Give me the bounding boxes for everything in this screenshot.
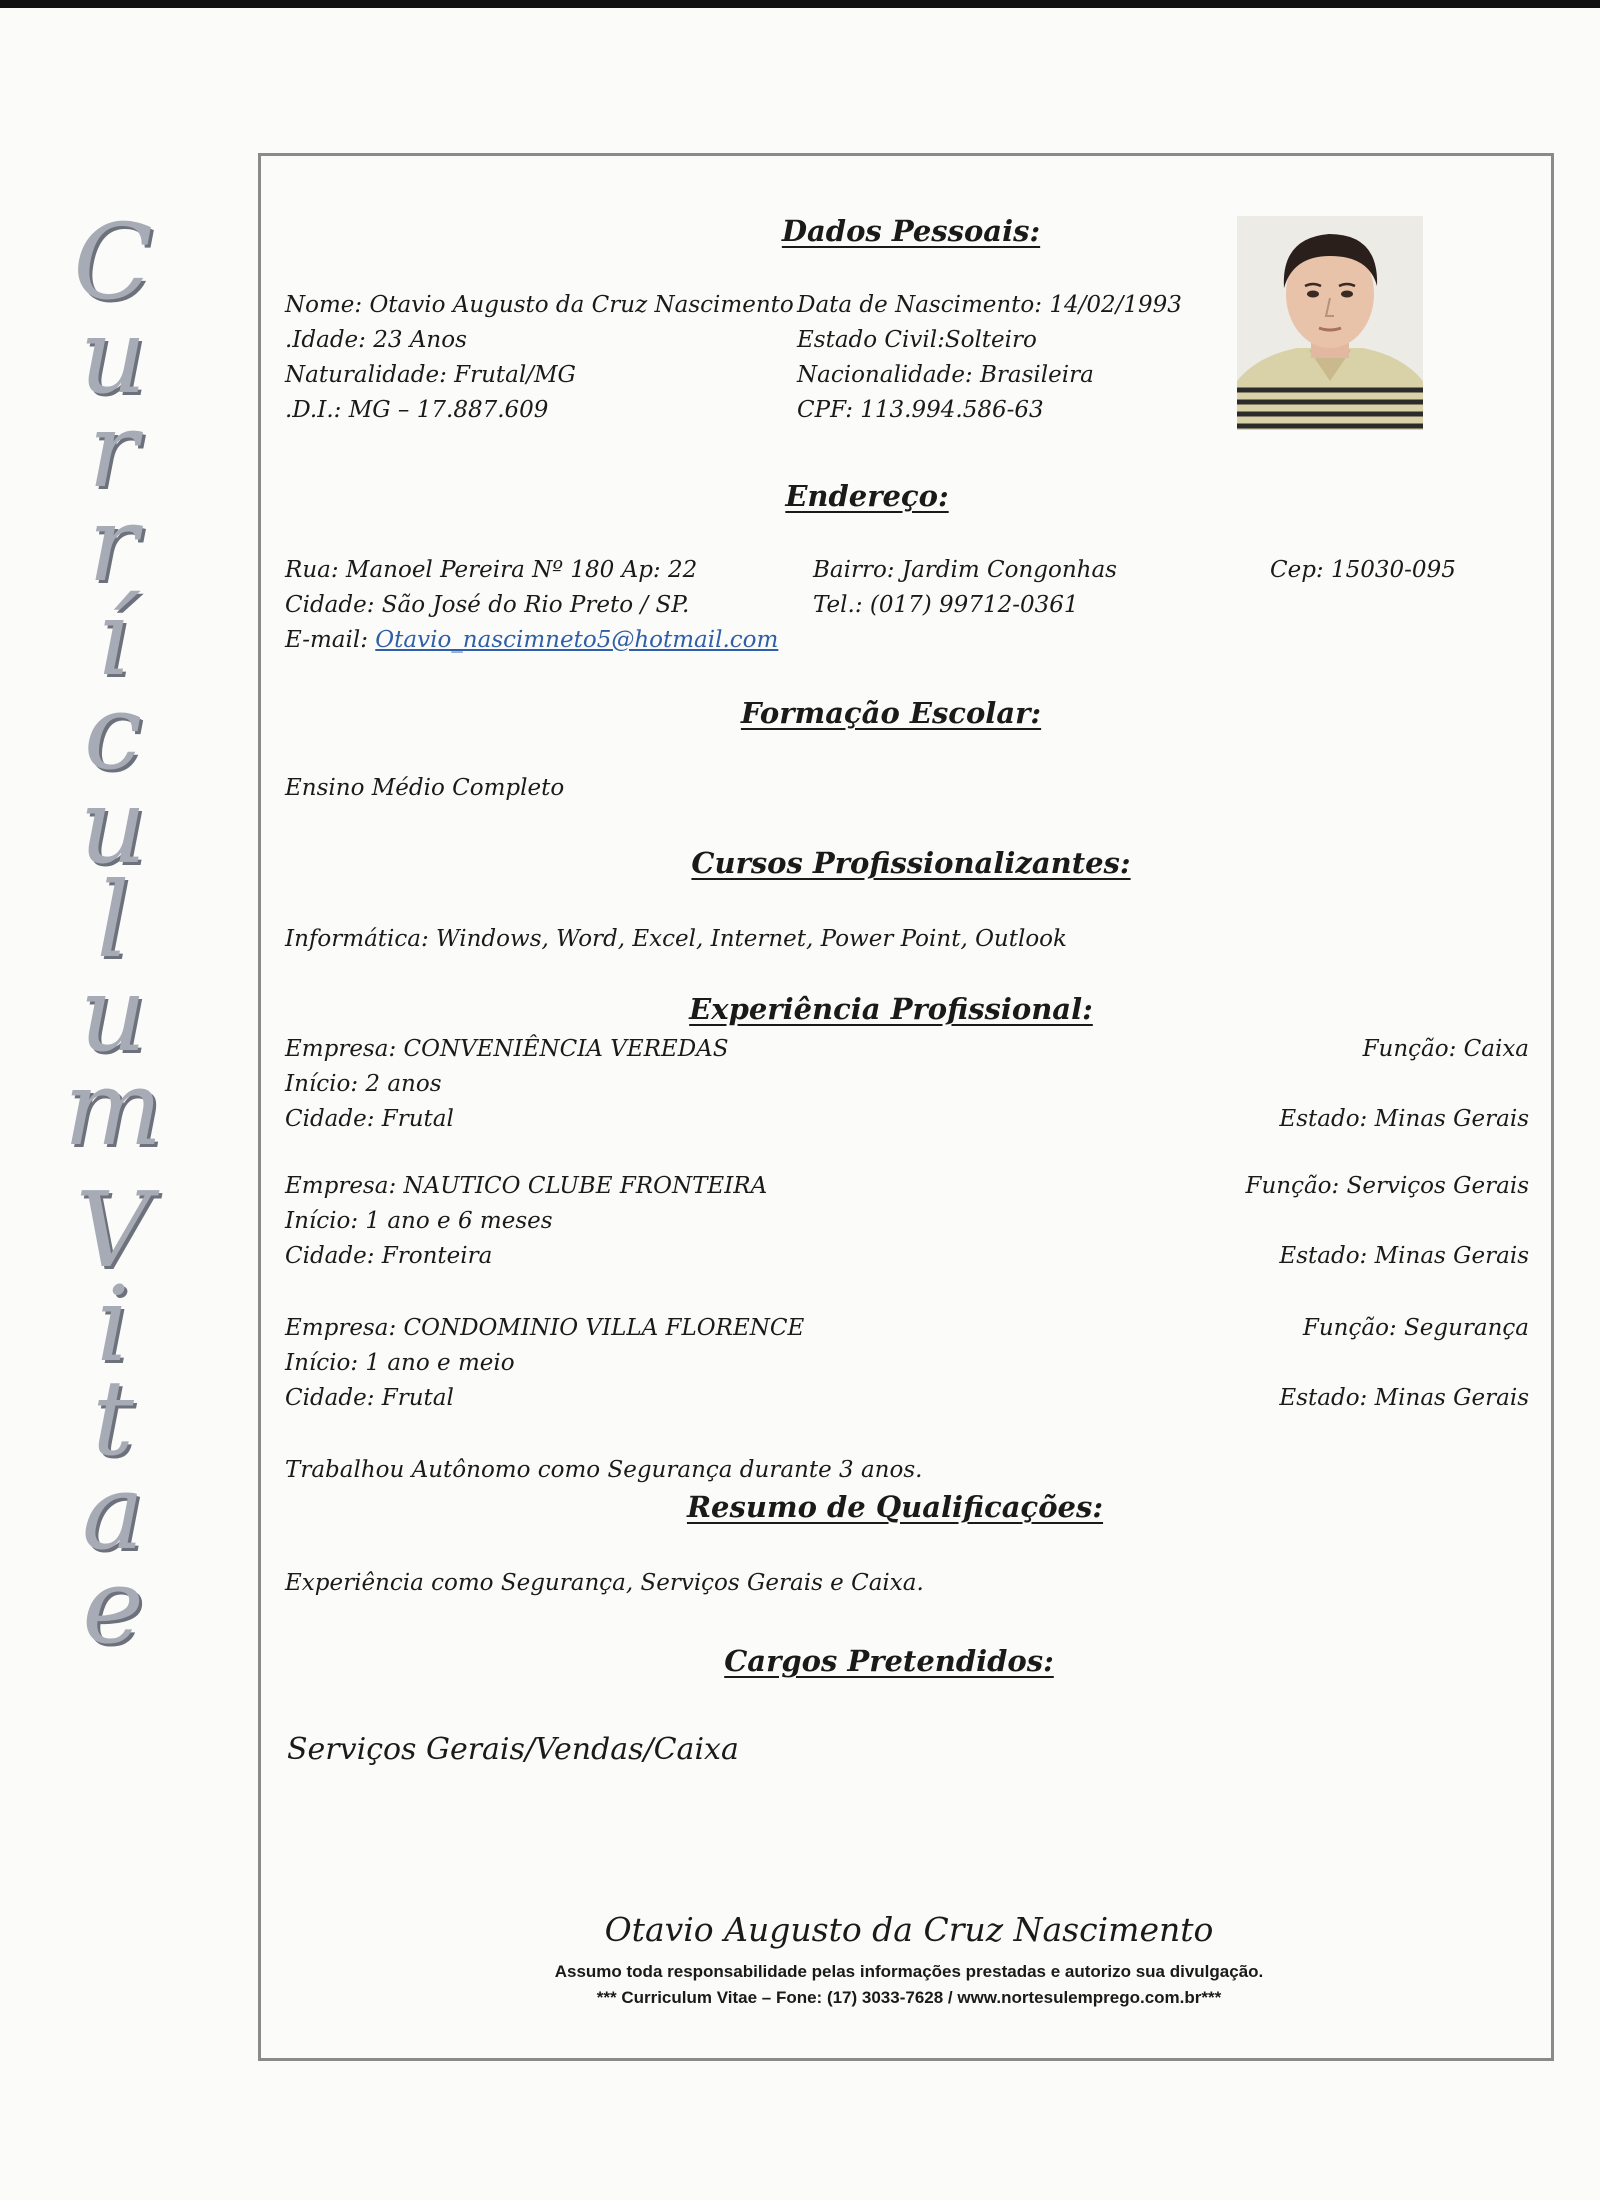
section-heading-resumo: Resumo de Qualificações: — [686, 1490, 1104, 1524]
side-title-letter: e — [82, 1545, 144, 1667]
personal-cpf: CPF: 113.994.586-63 — [797, 397, 1044, 423]
job-company: Empresa: NAUTICO CLUBE FRONTEIRA — [285, 1173, 768, 1199]
profile-photo — [1237, 216, 1423, 430]
job-entry — [285, 1032, 729, 1137]
qualifications-text: Experiência como Segurança, Serviços Gerais e Caixa. — [285, 1570, 924, 1596]
job-state: Estado: Minas Gerais — [1279, 1106, 1529, 1132]
address-cep: Cep: 15030-095 — [1270, 557, 1456, 583]
side-title-letter: u — [79, 765, 147, 887]
job-state: Estado: Minas Gerais — [1279, 1243, 1529, 1269]
section-heading-formacao: Formação Escolar: — [740, 696, 1042, 730]
address-left — [285, 553, 778, 658]
desired-positions-text: Serviços Gerais/Vendas/Caixa — [287, 1732, 739, 1767]
job-city: Cidade: Fronteira — [285, 1243, 493, 1269]
side-title-letter: m — [63, 1047, 163, 1169]
resume-frame — [258, 153, 1554, 2061]
side-title-letter: í — [96, 577, 130, 699]
side-title-letter: r — [88, 389, 138, 511]
personal-info-right — [797, 288, 1182, 428]
email-label: E-mail: — [285, 627, 368, 653]
side-title-letter: i — [96, 1263, 130, 1385]
side-title-letter: u — [79, 295, 147, 417]
job-entry-right — [1279, 1032, 1529, 1137]
section-heading-experiencia: Experiência Profissional: — [689, 992, 1093, 1026]
job-state: Estado: Minas Gerais — [1279, 1385, 1529, 1411]
personal-name: Nome: Otavio Augusto da Cruz Nascimento — [285, 292, 794, 318]
courses-text: Informática: Windows, Word, Excel, Internet, Power Point, Outlook — [285, 926, 1067, 952]
side-title-letter: V — [75, 1169, 151, 1291]
section-heading-endereco: Endereço: — [785, 479, 949, 513]
personal-age: .Idade: 23 Anos — [285, 327, 467, 353]
address-middle — [813, 553, 1117, 623]
job-duration: Início: 1 ano e 6 meses — [285, 1208, 553, 1234]
personal-birthplace: Naturalidade: Frutal/MG — [285, 362, 576, 388]
job-duration: Início: 2 anos — [285, 1071, 442, 1097]
section-heading-cargos: Cargos Pretendidos: — [724, 1644, 1054, 1678]
section-heading-cursos: Cursos Profissionalizantes: — [691, 846, 1131, 880]
scan-top-edge — [0, 0, 1600, 8]
person-portrait-icon — [1237, 216, 1423, 430]
footer-disclaimer: Assumo toda responsabilidade pelas informações prestadas e autorizo sua divulgação. — [554, 1962, 1264, 1981]
address-city: Cidade: São José do Rio Preto / SP. — [285, 592, 690, 618]
job-role: Função: Caixa — [1362, 1036, 1529, 1062]
side-title-letter: l — [96, 859, 130, 981]
personal-nationality: Nacionalidade: Brasileira — [797, 362, 1094, 388]
email-link[interactable]: Otavio_nascimneto5@hotmail.com — [375, 627, 779, 653]
personal-id: .D.I.: MG – 17.887.609 — [285, 397, 549, 423]
address-street: Rua: Manoel Pereira Nº 180 Ap: 22 — [285, 557, 698, 583]
side-title-letter: a — [81, 1451, 144, 1573]
job-duration: Início: 1 ano e meio — [285, 1350, 515, 1376]
job-role: Função: Segurança — [1302, 1315, 1529, 1341]
section-heading-dados-pessoais: Dados Pessoais: — [781, 214, 1041, 248]
job-entry-right — [1279, 1311, 1529, 1416]
job-entry — [285, 1169, 767, 1274]
side-title — [38, 201, 188, 1667]
side-title-letter: r — [88, 483, 138, 605]
job-entry — [285, 1311, 804, 1416]
self-employed-note: Trabalhou Autônomo como Segurança durante 3 anos. — [285, 1457, 923, 1483]
personal-birthdate: Data de Nascimento: 14/02/1993 — [797, 292, 1182, 318]
job-company: Empresa: CONDOMINIO VILLA FLORENCE — [285, 1315, 805, 1341]
side-title-letter: t — [92, 1357, 134, 1479]
education-text: Ensino Médio Completo — [285, 775, 565, 801]
address-neighborhood: Bairro: Jardim Congonhas — [813, 557, 1117, 583]
side-title-letter: c — [83, 671, 143, 793]
side-title-letter: C — [73, 201, 153, 323]
job-city: Cidade: Frutal — [285, 1106, 454, 1132]
job-entry-right — [1246, 1169, 1530, 1274]
personal-marital-status: Estado Civil:Solteiro — [797, 327, 1037, 353]
job-city: Cidade: Frutal — [285, 1385, 454, 1411]
job-role: Função: Serviços Gerais — [1245, 1173, 1529, 1199]
personal-info-left — [285, 288, 794, 428]
footer-name: Otavio Augusto da Cruz Nascimento — [604, 1910, 1214, 1949]
job-company: Empresa: CONVENIÊNCIA VEREDAS — [285, 1036, 729, 1062]
footer-contact: *** Curriculum Vitae – Fone: (17) 3033-7628 / www.nortesulemprego.com.br*** — [596, 1988, 1222, 2007]
address-email-row — [285, 623, 778, 658]
address-phone: Tel.: (017) 99712-0361 — [813, 592, 1079, 618]
side-title-letter: u — [79, 953, 147, 1075]
